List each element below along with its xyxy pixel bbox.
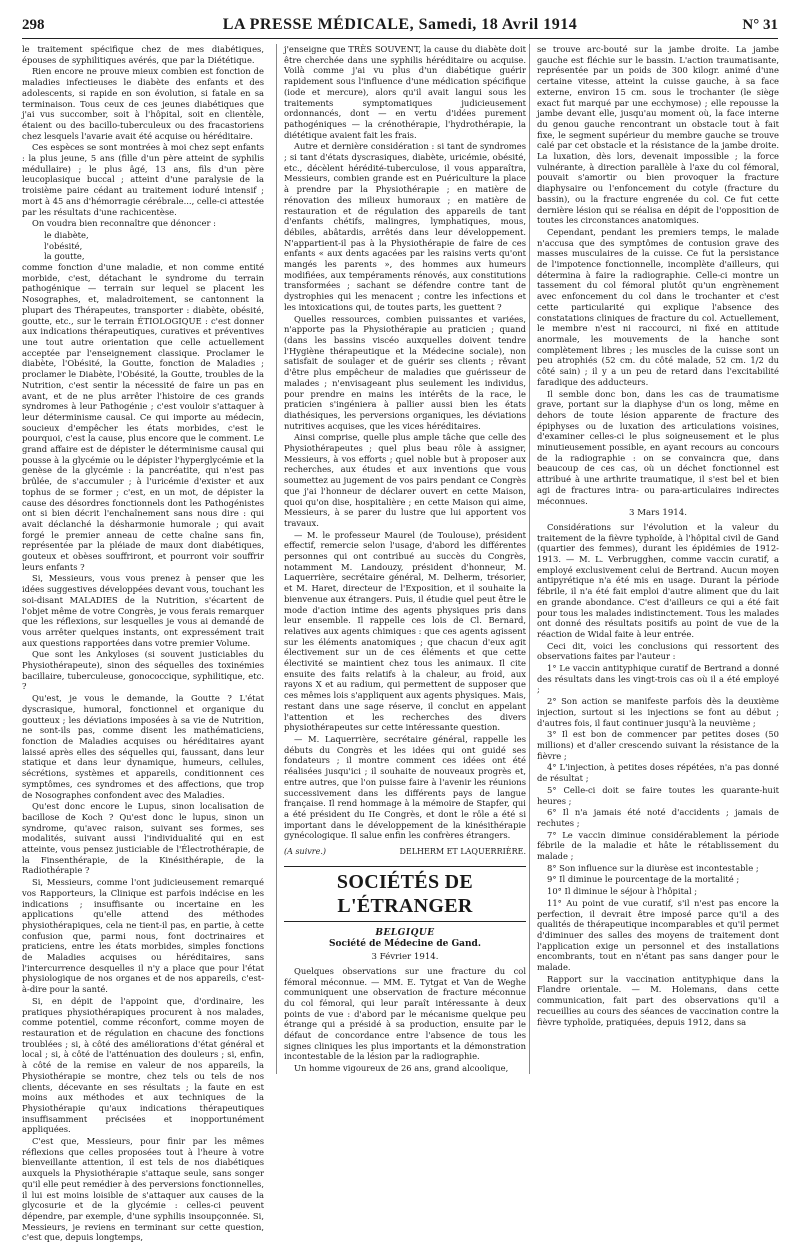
list-item: 6° Il n'a jamais été noté d'accidents ; jamais de rechutes ; <box>537 807 779 828</box>
paragraph: Quelques observations sur une fracture du col fémoral méconnue. — MM. E. Tytgat et Van de Weghe communiquent une observation de fracture méconnue du col fémoral, qui leur paraît intéressante à deux points de vue : d'abord par le mécanisme quelque peu étrange qui a présidé à sa production, ensuite par le défaut de concordance entre l'absence de tous les signes cliniques les plus importants et la démonstration incontestable de la lésion par la radiographie. <box>284 965 526 1062</box>
to-be-continued: (A suivre.) <box>284 847 326 857</box>
list-item: la goutte, <box>44 251 85 262</box>
list-item: 4° L'injection, à petites doses répétées, n'a pas donné de résultat ; <box>537 762 779 784</box>
paragraph: comme fonction d'une maladie, et non comme entité morbide, c'est, détachant le syndrome du terrain pathogénique — terrain sur lequel se placent les Nosographes, et, maladroitement, se cantonnent la plupart des Thérapeutes, transporter : diabète, obésité, goutte, etc., sur le terrain ÉTIOLOGIQUE : c'est donner aux indications thérapeutiques, curatives et préventives une tout autre orientation que celle actuellement acceptée par l'enseignement classique. Proclamer le diabète, l'Obésité, la Goutte, fonction de Maladies ; proclamer le Diabète, l'Obésité, la Goutte, troubles de la Nutrition, c'est sentir la nécessité de faire un pas en avant, et de ne plus arrêter l'histoire de ces grands syndromes à leur Pathogénie ; c'est vouloir s'attaquer à leur déterminisme causal. Ce qui importe au médecin, soucieux d'empêcher les états morbides, c'est le pourquoi, c'est la cause, plus encore que le comment. Le grand affaire est de dépister le déterminisme causal qui pousse à la glycémie ou le dépister l'hyperglycémie et la genèse de la glycémie : la pancréatite, qui n'est pas brûlée, de s'accumuler ; à l'uricémie d'exister et aux tophus de se former ; c'est, en un mot, de dépister la cause des désordres fonctionnels dont les Pathogénistes ont si bien décrit l'enchaînement sans nous dire : qui avait déclanché la désharmonie humorale ; qui avait forgé le premier anneau de cette chaîne sans fin, représentée par la pléiade de maux dont diabétiques, gouteux et obèses souffriront, et pourront voir souffrir leurs enfants ? <box>22 262 264 572</box>
paragraph: Rien encore ne prouve mieux combien est fonction de maladies infectieuses le diabète des enfants et des adolescents, si rapide en son évolution, si fatale en sa terminaison. Tous ceux de ces jeunes diabétiques que j'ai vus succomber, soit à l'hôpital, soit en clientèle, étaient ou des bacillo-tuberculeux ou des fracastoriens chez lesquels l'avarie avait été acquise ou héréditaire. <box>22 66 264 141</box>
column-1 <box>22 44 264 1243</box>
paragraph: Rapport sur la vaccination antityphique dans la Flandre orientale. — M. Holemans, dans cette communication, fait part des observations qu'il a recueillies au cours des séances de vaccination contre la fièvre typhoïde, pratiquées, depuis 1912, dans sa <box>537 973 779 1027</box>
paragraph: Considérations sur l'évolution et la valeur du traitement de la fièvre typhoïde, à l'hôpital civil de Gand (quartier des femmes), durant les épidémies de 1912-1913. — M. L. Verbrugghen, comme vaccin curatif, a employé exclusivement celui de Bertrand. Aucun moyen antipyrétique n'a été mis en usage. Durant la période fébrile, il n'a été fait emploi d'autre aliment que du lait en grande abondance. C'est d'ailleurs ce qui a été fait pour tous les malades indistinctement. Tous les malades ont donné des résultats positifs au point de vue de la réaction de Widal faite à leur entrée. <box>537 521 779 639</box>
section-title: SOCIÉTÉS DE L'ÉTRANGER <box>284 866 526 922</box>
list-item: 10° Il diminue le séjour à l'hôpital ; <box>547 886 698 897</box>
paragraph: Si, en dépit de l'appoint que, d'ordinaire, les pratiques physiothérapiques procurent à nos malades, comme potentiel, comme réconfort, comme moyen de restauration et de régulation en chacune des fonctions troublées ; si, à côté des améliorations d'état général et local ; si, à côté de l'atténuation des douleurs ; si, enfin, à côté de la remise en valeur de nos appareils, la Physiothérapie se montre, chez tels ou tels de nos clients, décevante en ses résultats ; la faute en est moins aux méthodes et aux techniques de la Physiothérapie qu'aux indications thérapeutiques insuffisamment précisées et inopportunément appliquées. <box>22 995 264 1135</box>
paragraph: Quelles ressources, combien puissantes et variées, n'apporte pas la Physiothérapie au praticien ; quand (dans les bassins viscéo auxquelles doivent tendre l'Hygiène thérapeutique et la Médecine sociale), non satisfait de soulager et de guérir ses clients ; rêvant d'être plus empêcheur de maladies que guérisseur de malades ; n'envisageant plus seulement les individus, pour prendre en mains les intérêts de la race, le praticien s'ingéniera à pallier aussi bien les états diathésiques, les perversions organiques, les déviations nutritives acquises, que les vices héréditaires. <box>284 313 526 431</box>
signature-line <box>284 847 526 858</box>
paragraph: — M. Laquerrière, secrétaire général, rappelle les débuts du Congrès et les idées qui ont guidé ses fondateurs ; il montre comment ces idées ont été réalisées jusqu'ici ; il souhaite de nouveaux progrès et, entre autres, que l'on puisse faire à l'avenir les réunions successivement dans les différents pays de langue française. Il rend hommage à la mémoire de Stapfer, qui a été président du IIe Congrès, et dont le rôle a été si important dans le développement de la kinésithérapie gynécologique. Il salue enfin les confrères étrangers. <box>284 734 526 841</box>
paragraph: Autre et dernière considération : si tant de syndromes ; si tant d'états dyscrasiques, diabète, uricémie, obésité, etc., décèlent hérédité-tuberculose, il vous apparaîtra, Messieurs, combien grande est en Puériculture la place à prendre par la Physiothérapie ; en matière de rénovation des milieux humoraux ; en matière de restauration et de régulation des appareils de tant d'enfants chétifs, malingres, lymphatiques, mous, débiles, abâtardis, arrêtés dans leur développement. N'appartient-il pas à la Physiothérapie de faire de ces enfants « aux dents agacées par les raisins verts qu'ont mangés les parents », des hommes aux humeurs modifiées, aux tempéraments rénovés, aux constitutions transformées ; sachant se défendre contre tant de dystrophies qui les menacent ; contre les infections et les intoxications qui, de toutes parts, les guettent ? <box>284 141 526 312</box>
column-divider <box>529 44 530 1074</box>
list-item: 8° Son influence sur la diurèse est incontestable ; <box>547 862 759 873</box>
paragraph: — M. le professeur Maurel (de Toulouse), président effectif, remercie selon l'usage, d'abord les différentes personnes qui ont contribué au succès du Congrès, notamment M. Landouzy, président d'honneur, M. Laquerrière, secrétaire général, M. Delherm, trésorier, et M. Haret, directeur de l'Exposition, et il souhaite la bienvenue aux étrangers. Puis, il étudie quel peut être le mode d'action intime des agents physiques pris dans leur ensemble. Il rappelle ces lois de Cl. Bernard, relatives aux agents chimiques : que ces agents agissent sur les éléments anatomiques ; que chacun d'eux agit électivement sur un de ces éléments et que cette électivité se maintient chez tous les animaux. Il cite ensuite des faits relatifs à la chaleur, au froid, aux rayons X et au radium, qui permettent de supposer que ces mêmes lois s'appliquent aux agents physiques. Mais, restant dans une sage réserve, il conclut en appelant l'attention et les recherches des divers physiothérapeutes sur cette intéressante question. <box>284 529 527 733</box>
paragraph: Ainsi comprise, quelle plus ample tâche que celle des Physiothérapeutes ; quel plus beau rôle à assigner, Messieurs, à vos efforts ; quel noble but à proposer aux recherches, aux études et aux inventions que vous soumettez au jugement de vos pairs pendant ce Congrès que j'ai l'honneur de déclarer ouvert en cette Maison, quoi qu'on dise, hospitalière ; en cette Maison qui aime, Messieurs, à se parer du lustre que lui apportent vos travaux. <box>284 432 526 528</box>
list-item: 7° Le vaccin diminue considérablement la période fébrile de la maladie et hâte le rétablissement du malade ; <box>537 829 779 862</box>
paragraph: Ces espèces se sont montrées à moi chez sept enfants : la plus jeune, 5 ans (fille d'un père atteint de syphilis médullaire) ; le plus âgé, 13 ans, fils d'un père leucoplasique buccal ; atteint d'une paralysie de la troisième paire cédant au traitement ioduré intensif ; mort à 45 ans d'hémorragie cérébrale..., celle-ci attestée par les résultats d'une rachicentèse. <box>22 142 264 217</box>
paragraph: j'enseigne que TRÈS SOUVENT, la cause du diabète doit être cherchée dans une syphilis héréditaire ou acquise. Voilà comme j'ai vu plus d'un diabétique guérir rapidement sous l'influence d'une médication spécifique (iode et mercure), alors qu'il avait langui sous les traitements symptomatiques judicieusement ordonnancés, dont — en vertu d'idées purement pathogéniques — la crénothérapie, l'hydrothérapie, la diététique avaient fait les frais. <box>284 44 526 140</box>
authors: DELHERM ET LAQUERRIÈRE. <box>399 847 526 857</box>
society-heading: Société de Médecine de Gand. <box>329 939 481 950</box>
country-heading: BELGIQUE <box>375 927 435 938</box>
session-date: 3 Février 1914. <box>371 952 439 963</box>
paragraph: se trouve arc-bouté sur la jambe droite. La jambe gauche est fléchie sur le bassin. L'action traumatisante, représentée par un poids de 300 kilogr. animé d'une certaine vitesse, atteint la cuisse gauche, à sa face externe, environ 15 cm. sous le trochanter (le siège exact fut marqué par une ecchymose) ; elle repousse la jambe devant elle, jusqu'au moment où, la face interne du genou gauche rencontrant un obstacle tout à fait fixe, le segment supérieur du membre gauche se trouve calé par cet obstacle et la résistance de la jambe droite. La luxation, dès lors, devenait impossible ; la force vulnérante, à direction parallèle à l'axe du col fémoral, pouvait s'amortir ou bien provoquer la fracture diaphysaire ou l'enfoncement du cotyle (fracture du bassin), ou la fracture engrenée du col. Ce fut cette dernière lésion qui se réalisa en dépit de l'opposition de toutes les circonstances anatomiques. <box>537 44 779 226</box>
paragraph: Il semble donc bon, dans les cas de traumatisme grave, portant sur la diaphyse d'un os long, même en dehors de toute lésion apparente de fracture des épiphyses ou de luxation des articulations voisines, d'examiner celles-ci le plus soigneusement et le plus minutieusement possible, en ayant recours au concours de la radiographie : on se convaincra que, dans beaucoup de ces cas, où un déchet fonctionnel est attribué à une arthrite traumatique, il s'est bel et bien agi de fractures intra- ou para-articulaires indirectes méconnues. <box>537 388 779 506</box>
list-item: 3° Il est bon de commencer par petites doses (50 millions) et d'aller crescendo suivant la résistance de la fièvre ; <box>537 729 779 761</box>
paragraph: C'est que, Messieurs, pour finir par les mêmes réflexions que celles proposées tout à l'heure à votre bienveillante attention, il est tels de nos diabétiques auxquels la Physiothérapie s'attaque seule, sans songer qu'il elle peut remédier à des perversions fonctionnelles, il lui est moins loisible de s'attaquer aux causes de la glycosurie et de la glycémie : celles-ci peuvent dépendre, par exemple, d'une syphilis insoupçonnée. Si, Messieurs, je reviens en terminant sur cette question, c'est que, depuis longtemps, <box>22 1136 264 1243</box>
paragraph: Si, Messieurs, vous vous prenez à penser que les idées suggestives développées devant vous, touchant les soi-disant MALADIES de la Nutrition, s'écartent de l'objet même de votre Congrès, je vous ferais remarquer que les réflexions, sur lesquelles je vous ai demandé de vous arrêter quelques instants, ont expressément trait aux questions rapportées dans votre premier Volume. <box>22 573 264 648</box>
list-item: 11° Au point de vue curatif, s'il n'est pas encore la perfection, il devrait être imposé parce qu'il a des qualités de thérapeutique incomparables et qu'il permet d'diminuer des salles des moyens de traitement dont l'application exige un personnel et des installations encombrants, tout en n'étant pas sans danger pour le malade. <box>537 897 779 973</box>
page-header <box>22 14 778 39</box>
column-3 <box>537 44 779 1074</box>
column-2 <box>284 44 526 1074</box>
paragraph: On voudra bien reconnaître que dénoncer : <box>32 218 216 229</box>
column-divider <box>276 44 277 1074</box>
session-date: 3 Mars 1914. <box>629 508 687 519</box>
paragraph: Cependant, pendant les premiers temps, le malade n'accusa que des symptômes de contusion grave des masses musculaires de la cuisse. Ce fut la persistance de l'impotence fonctionnelle, incomplète d'ailleurs, qui détermina à faire la radiographie. Celle-ci montre un tassement du col fémoral plutôt qu'un engrènement avec enfoncement du col dans le trochanter et c'est cette particularité qui explique l'absence des constatations cliniques de fracture du col. Actuellement, le membre n'est ni raccourci, ni fixé en attitude anormale, les mouvements de la hanche sont complètement libres ; les muscles de la cuisse sont un peu atrophiés (52 cm. du côté malade, 52 cm. 1/2 du côté sain) ; il y a un peu de retard dans l'excitabilité faradique des adducteurs. <box>537 226 779 387</box>
list-item: 1° Le vaccin antityphique curatif de Bertrand a donné des résultats dans les vingt-trois cas où il a été employé ; <box>537 663 779 695</box>
paragraph: Ceci dit, voici les conclusions qui ressortent des observations faites par l'auteur : <box>537 640 779 662</box>
issue-number: N° 31 <box>742 17 778 33</box>
page-number: 298 <box>22 17 45 33</box>
paragraph: Qu'est donc encore le Lupus, sinon localisation de bacillose de Koch ? Qu'est donc le lupus, sinon un syndrome, qu'avec raison, suivant ses formes, ses modalités, suivant aussi l'individualité qui en est atteinte, vous pensez justiciable de l'Électrothérapie, de la Finsenthérapie, de la Kinésithérapie, de la Radiothérapie ? <box>22 801 264 876</box>
paragraph: Que sont les Ankyloses (si souvent justiciables du Physiothérapeute), sinon des séquelles des toxinémies bacillaire, tuberculeuse, gonococcique, syphilitique, etc. ? <box>22 649 264 692</box>
journal-title: LA PRESSE MÉDICALE, Samedi, 18 Avril 1914 <box>222 16 578 33</box>
list-item: 5° Celle-ci doit se faire toutes les quarante-huit heures ; <box>537 784 779 806</box>
paragraph: Qu'est, je vous le demande, la Goutte ? L'état dyscrasique, humoral, fonctionnel et organique du goutteux ; les déviations imposées à sa vie de Nutrition, ne sont-ils pas, comme disent les mathématiciens, fonction de Maladies acquises ou héréditaires ayant laissé après elles des séquelles qui, faussant, dans leur statique et dans leur dynamique, humeurs, cellules, sécrétions, systèmes et appareils, conditionnent ces symptômes, ces syndromes et des affections, que trop de Nosographes confondent avec des Maladies. <box>22 693 264 800</box>
paragraph: Si, Messieurs, comme l'ont judicieusement remarqué vos Rapporteurs, la Clinique est parfois indécise en les indications ; insuffisante ou incertaine en les applications qu'elle attend des méthodes physiothérapiques, cela ne tient-il pas, en partie, à cette confusion que, parmi nous, font doctrinaires et praticiens, entre les états morbides, simples fonctions de Maladies acquises ou héréditaires, sans l'intercurrence desquelles il n'y a place que pour l'état physiologique de nos organes et de nos appareils, c'est-à-dire pour la santé. <box>22 877 264 995</box>
paragraph: le traitement spécifique chez de mes diabétiques, épouses de syphilitiques avérés, que par la Diététique. <box>22 44 264 65</box>
list-item: le diabète, <box>44 229 89 240</box>
list-item: l'obésité, <box>44 240 83 251</box>
paragraph: Un homme vigoureux de 26 ans, grand alcoolique, <box>294 1063 509 1074</box>
list-item: 9° Il diminue le pourcentage de la mortalité ; <box>547 874 740 885</box>
list-item: 2° Son action se manifeste parfois dès la deuxième injection, surtout si les injections se font au début ; d'autres fois, il faut continuer jusqu'à la neuvième ; <box>537 696 779 728</box>
